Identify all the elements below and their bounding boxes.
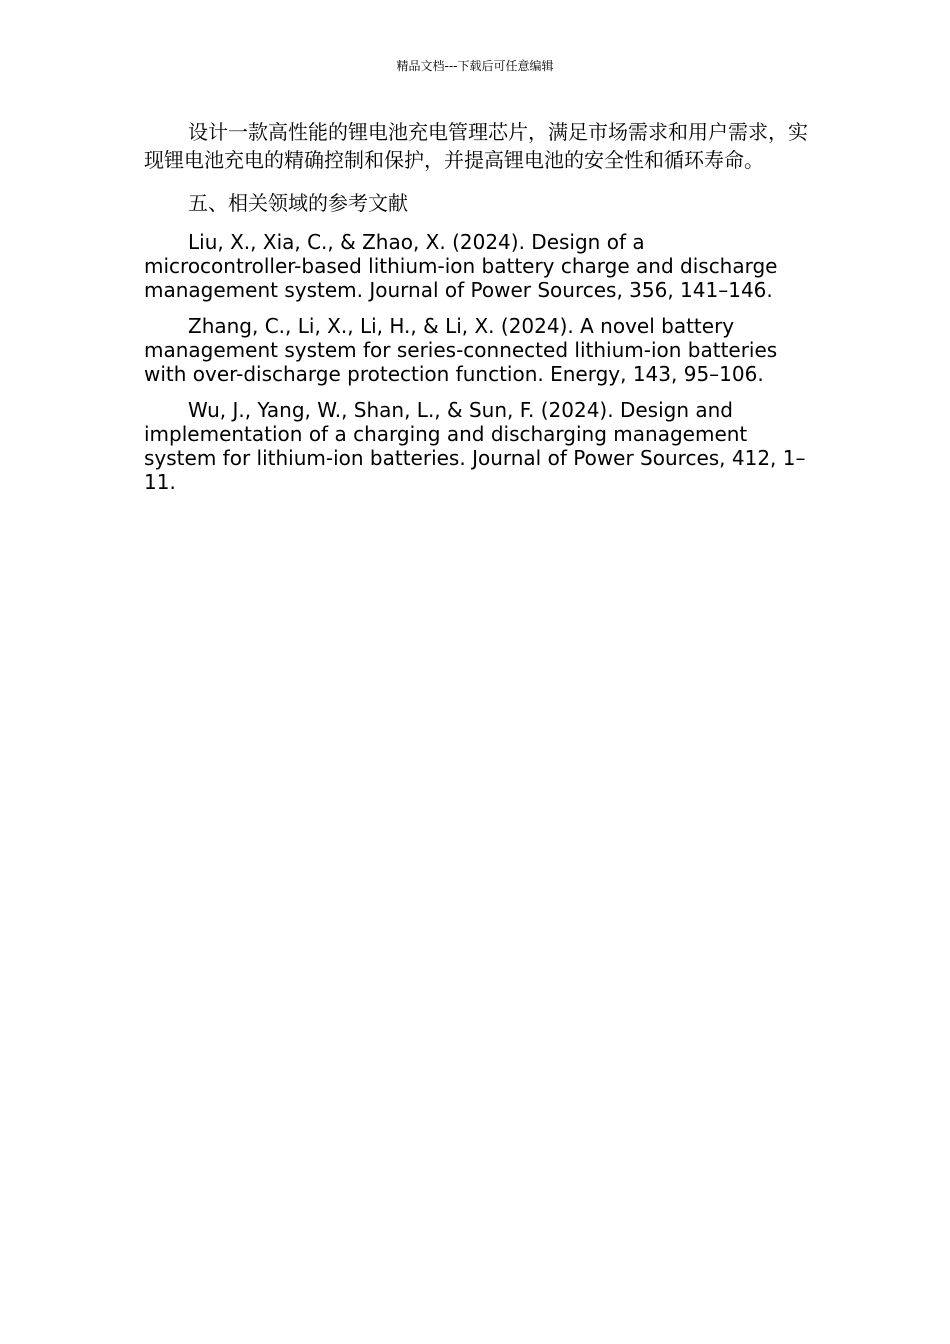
intro-paragraph: 设计一款高性能的锂电池充电管理芯片，满足市场需求和用户需求，实现锂电池充电的精确控制和保护，并提高锂电池的安全性和循环寿命。 xyxy=(144,120,808,172)
document-body xyxy=(144,118,808,494)
section-heading: 五、相关领域的参考文献 xyxy=(188,191,408,215)
reference-item: Wu, J., Yang, W., Shan, L., & Sun, F. (2024). Design and implementation of a charging and discharging management system for lithium-ion batteries. Journal of Power Sources, 412, 1–11. xyxy=(144,398,806,494)
reference-item: Liu, X., Xia, C., & Zhao, X. (2024). Design of a microcontroller-based lithium-ion battery charge and discharge management system. Journal of Power Sources, 356, 141–146. xyxy=(144,230,778,302)
reference-item: Zhang, C., Li, X., Li, H., & Li, X. (2024). A novel battery management system for series-connected lithium-ion batteries with over-discharge protection function. Energy, 143, 95–106. xyxy=(144,314,778,386)
page-header: 精品文档---下载后可任意编辑 xyxy=(396,59,554,73)
